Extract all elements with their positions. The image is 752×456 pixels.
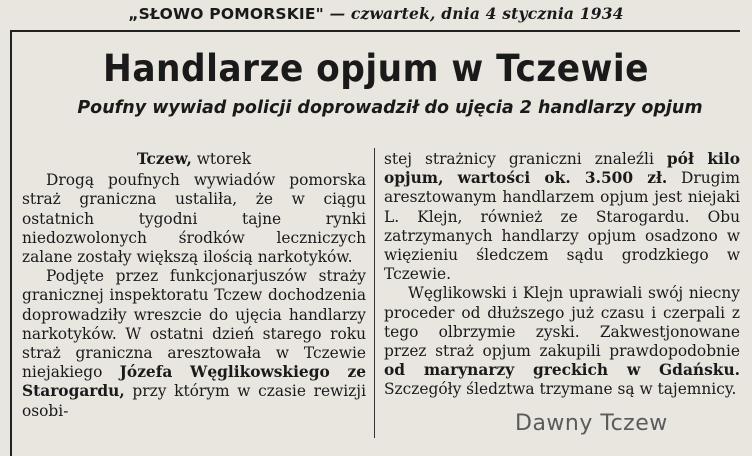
headline: Handlarze opjum w Tczewie (103, 47, 649, 90)
left-paragraph-1: Drogą poufnych wywiadów pomorska straż graniczna ustaliła, że w ciągu ostatnich tygodni tajne rynki niedozwolonych środków leczniczych zalane zostały większą ilością narkotyków. (22, 171, 366, 267)
column-divider (374, 148, 375, 438)
dateline-day: wtorek (196, 150, 252, 168)
left-paragraph-2 (22, 267, 366, 421)
dateline-place: Tczew, (136, 150, 192, 168)
left-paragraph-2-tail: przy którym w czasie rewizji osobi- (22, 382, 366, 420)
subheadline: Poufny wywiad policji doprowadził do ujęcia 2 handlarzy opjum (77, 98, 703, 118)
right-paragraph-2 (384, 284, 740, 399)
right-paragraph-2-tail: Szczegóły śledztwa trzymane są w tajemnicy. (384, 380, 737, 399)
right-paragraph-2-text: Węglikowski i Klejn uprawiali swój niecny proceder od dłuższego już czasu i czerpali z tego olbrzymie zyski. Zakwestjonowane przez straż opjum zakupili prawdopodobnie (384, 284, 740, 361)
masthead-date: — czwartek, dnia 4 stycznia 1934 (329, 4, 624, 23)
masthead (0, 0, 752, 30)
dateline (22, 150, 366, 169)
right-paragraph-1-tail: Drugim aresztowanym handlarzem opjum jest niejaki L. Klejn, również ze Starogardu. Obu zatrzymanych handlarzy opjum osadzono w więzieniu śledczem sądu grodzkiego w Tczewie. (384, 169, 741, 284)
left-paragraph-2-text: Podjęte przez funkcjonarjuszów straży granicznej inspektoratu Tczew dochodzenia doprowadziły wreszcie do ujęcia handlarzy narkotyków. W ostatni dzień starego roku straż graniczna aresztowała w Tczewie niejakiego (22, 267, 366, 382)
left-column (22, 150, 366, 421)
masthead-paper-name: „SŁOWO POMORSKIE" (128, 5, 324, 23)
right-paragraph-1 (384, 150, 740, 284)
right-paragraph-2-bold: od marynarzy greckich w Gdańsku. (384, 361, 740, 380)
left-paragraph-2-bold: Józefa Węglikowskiego ze Starogardu, (22, 363, 367, 401)
watermark: Dawny Tczew (515, 411, 668, 436)
right-column (384, 150, 740, 400)
right-paragraph-1-text: stej strażnicy graniczni znaleźli (384, 150, 667, 168)
right-paragraph-1-bold: pół kilo opjum, wartości ok. 3.500 zł. (384, 150, 740, 188)
